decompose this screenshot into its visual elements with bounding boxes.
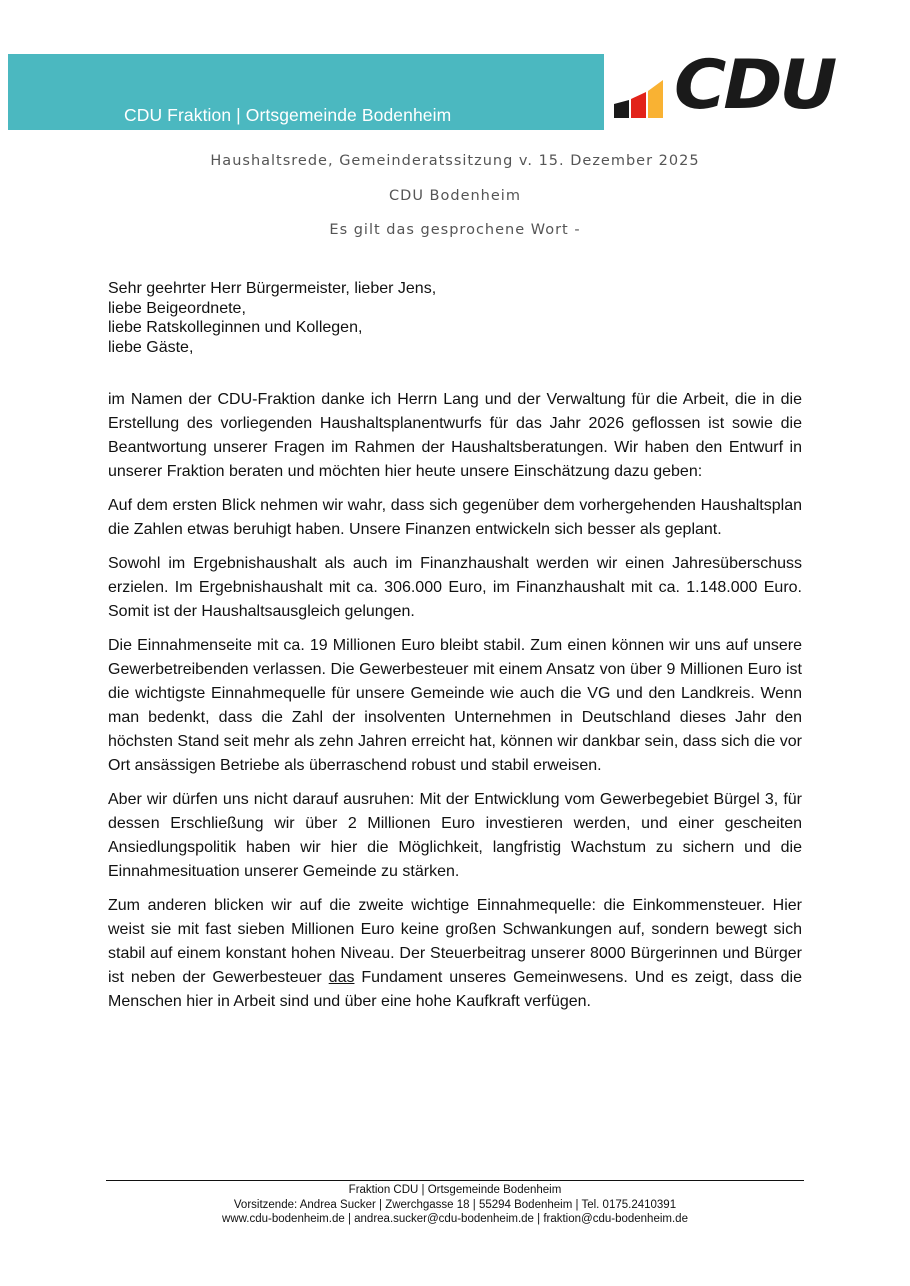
emphasis-underlined: das bbox=[328, 969, 355, 986]
paragraph: Sowohl im Ergebnishaushalt als auch im Finanzhaushalt werden wir einen Jahresüberschuss erzielen. Im Ergebnishaushalt mit ca. 306.000 Euro, im Finanzhaushalt mit ca. 1.148.000 Euro. Somit ist der Haushaltsausgleich gelungen. bbox=[108, 555, 802, 620]
paragraph: im Namen der CDU-Fraktion danke ich Herrn Lang und der Verwaltung für die Arbeit, die in die Erstellung des vorliegenden Haushaltsplanentwurfs für das Jahr 2026 geflossen ist sowie die Beantwortung unserer Fragen im Rahmen der Haushaltsberatungen. Wir haben den Entwurf in unserer Fraktion beraten und möchten hier heute unsere Einschätzung dazu geben: bbox=[108, 391, 802, 480]
salutation-line: Sehr geehrter Herr Bürgermeister, lieber Jens, bbox=[108, 280, 437, 297]
footer bbox=[0, 1183, 910, 1227]
footer-links: www.cdu-bodenheim.de | andrea.sucker@cdu-bodenheim.de | fraktion@cdu-bodenheim.de bbox=[222, 1213, 688, 1225]
paragraph: Die Einnahmenseite mit ca. 19 Millionen Euro bleibt stabil. Zum einen können wir uns auf unsere Gewerbetreibenden verlassen. Die Gewerbesteuer mit einem Ansatz von über 9 Millionen Euro ist die wichtigste Einnahmequelle für unsere Gemeinde wie auch die VG und den Landkreis. Wenn man bedenkt, dass die Zahl der insolventen Unternehmen in Deutschland dieses Jahr den höchsten Stand seit mehr als zehn Jahren erreicht hat, können wir dankbar sein, dass sich die vor Ort ansässigen Betriebe als überraschend robust und stabil erweisen. bbox=[108, 637, 802, 774]
salutation-line: liebe Beigeordnete, bbox=[108, 299, 246, 317]
salutation-block bbox=[108, 279, 802, 357]
paragraph-text: Zum anderen blicken wir auf die zweite wichtige Einnahmequelle: die Einkommensteuer. Hier weist sie mit fast sieben Millionen Euro keine großen Schwankungen auf, sondern bewegt sich stabil auf einem konstant hohen Niveau. Der Steuerbeitrag unserer 8000 Bürgerinnen und Bürger ist neben der Gewerbesteuer bbox=[108, 897, 802, 986]
salutation-line: liebe Gäste, bbox=[108, 338, 194, 356]
paragraph: Auf dem ersten Blick nehmen wir wahr, dass sich gegenüber dem vorhergehenden Haushaltsplan die Zahlen etwas beruhigt haben. Unsere Finanzen entwickeln sich besser als geplant. bbox=[108, 497, 802, 538]
paragraph-income-tax bbox=[108, 894, 802, 1014]
footer-org: Fraktion CDU | Ortsgemeinde Bodenheim bbox=[348, 1184, 562, 1196]
header-banner bbox=[8, 54, 604, 130]
speech-body bbox=[108, 388, 802, 1024]
logo-wordmark: CDU bbox=[674, 46, 835, 125]
speech-party: CDU Bodenheim bbox=[389, 188, 521, 204]
speech-note: Es gilt das gesprochene Wort - bbox=[329, 222, 581, 238]
logo-bars-icon bbox=[612, 62, 672, 120]
speech-title: Haushaltsrede, Gemeinderatssitzung v. 15. Dezember 2025 bbox=[210, 153, 700, 169]
paragraph: Aber wir dürfen uns nicht darauf ausruhen: Mit der Entwicklung vom Gewerbegebiet Bürgel 3, für dessen Erschließung wir über 2 Millionen Euro investieren werden, und einer gescheiten Ansiedlungspolitik haben wir hier die Möglichkeit, langfristig Wachstum zu sichern und die Einnahmesituation unserer Gemeinde zu stärken. bbox=[108, 791, 802, 880]
cdu-logo bbox=[612, 46, 862, 125]
banner-title: CDU Fraktion | Ortsgemeinde Bodenheim bbox=[124, 105, 452, 125]
paragraph-text: Fundament unseres Gemeinwesens. Und es zeigt, dass die Menschen hier in Arbeit sind und über eine hohe Kaufkraft verfügen. bbox=[108, 969, 802, 1010]
footer-contact: Vorsitzende: Andrea Sucker | Zwerchgasse 18 | 55294 Bodenheim | Tel. 0175.2410391 bbox=[233, 1198, 677, 1211]
footer-divider bbox=[106, 1180, 804, 1181]
salutation-line: liebe Ratskolleginnen und Kollegen, bbox=[108, 319, 363, 336]
